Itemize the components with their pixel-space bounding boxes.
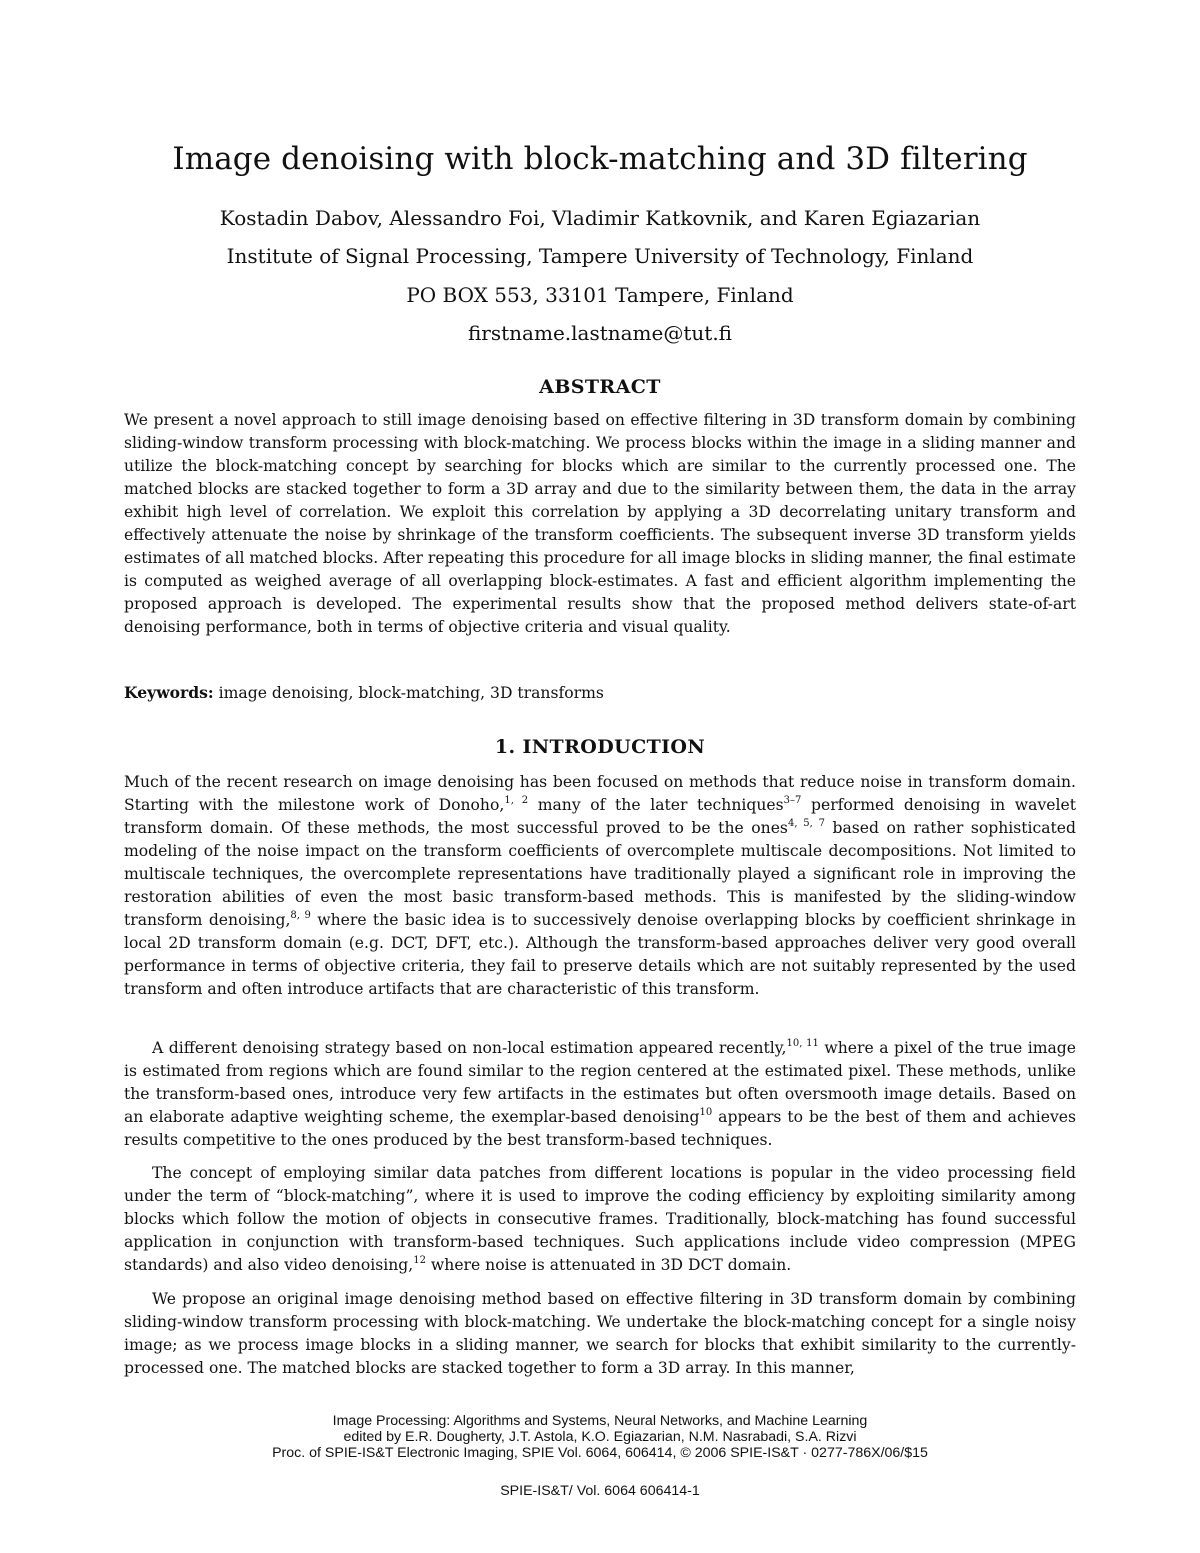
- citation: 1, 2: [504, 794, 529, 806]
- address: PO BOX 553, 33101 Tampere, Finland: [406, 283, 794, 307]
- text-run: where the basic idea is to successively denoise overlapping blocks by coefficient shrinkage in local 2D transform domain (e.g. DCT, DFT, etc.). Although the transform-based approaches deliver very good overall performance in terms of objective criteria, they fail to preserve details which are not suitably represented by the used transform and often introduce artifacts that are characteristic of this transform.: [124, 911, 1076, 998]
- citation: 12: [413, 1254, 426, 1266]
- author-list: Kostadin Dabov, Alessandro Foi, Vladimir Katkovnik, and Karen Egiazarian: [219, 206, 981, 230]
- intro-paragraph-3: [124, 1162, 1076, 1277]
- intro-paragraph-1: [124, 771, 1076, 1001]
- footer-proceedings-title: Image Processing: Algorithms and Systems, Neural Networks, and Machine Learning: [332, 1413, 868, 1429]
- page-number: SPIE-IS&T/ Vol. 6064 606414-1: [500, 1483, 700, 1499]
- citation: 4, 5, 7: [787, 817, 825, 829]
- email: firstname.lastname@tut.fi: [467, 321, 733, 345]
- text-run: The concept of employing similar data patches from different locations is popular in the video processing field under the term of “block-matching”, where it is used to improve the coding efficiency by exploiting similarity among blocks which follow the motion of objects in consecutive frames. Traditionally, block-matching has found successful application in conjunction with transform-based techniques. Such applications include video compression (MPEG standards) and also video denoising,: [124, 1164, 1076, 1274]
- section-heading-introduction: 1. INTRODUCTION: [494, 736, 706, 758]
- keywords: [124, 681, 1076, 705]
- paper-title: Image denoising with block-matching and 3D filtering: [172, 141, 1028, 177]
- keywords-label: Keywords:: [124, 683, 214, 702]
- affiliation: Institute of Signal Processing, Tampere University of Technology, Finland: [226, 244, 974, 268]
- citation: 3–7: [783, 794, 802, 806]
- citation: 10: [699, 1106, 713, 1118]
- text-run: many of the later techniques: [528, 796, 784, 814]
- text-run: based on rather sophisticated modeling of the noise impact on the transform coefficients of overcomplete multiscale decompositions. Not limited to multiscale techniques, the overcomplete representations have traditionally played a significant role in improving the restoration abilities of even the most basic transform-based methods. This is manifested by the sliding-window transform denoising,: [124, 819, 1076, 929]
- text-run: Much of the recent research on image denoising has been focused on methods that reduce noise in transform domain. Starting with the milestone work of Donoho,: [124, 773, 1076, 814]
- text-run: A different denoising strategy based on non-local estimation appeared recently,: [152, 1039, 787, 1057]
- citation: 8, 9: [290, 909, 311, 921]
- citation: 10, 11: [786, 1037, 819, 1049]
- intro-paragraph-4: We propose an original image denoising method based on effective filtering in 3D transform domain by combining sliding-window transform processing with block-matching. We undertake the block-matching concept for a single noisy image; as we process image blocks in a sliding manner, we search for blocks that exhibit similarity to the currently-processed one. The matched blocks are stacked together to form a 3D array. In this manner,: [124, 1290, 1076, 1377]
- intro-paragraph-2: [124, 1037, 1076, 1152]
- text-run: performed denoising in wavelet transform domain. Of these methods, the most successful proved to be the ones: [124, 796, 1076, 837]
- text-run: where a pixel of the true image is estimated from regions which are found similar to the region centered at the estimated pixel. These methods, unlike the transform-based ones, introduce very few artifacts in the estimates but often oversmooth image details. Based on an elaborate adaptive weighting scheme, the exemplar-based denoising: [124, 1039, 1077, 1126]
- text-run: appears to be the best of them and achieves results competitive to the ones produced by the best transform-based techniques.: [124, 1108, 1076, 1149]
- abstract-text: We present a novel approach to still image denoising based on effective filtering in 3D transform domain by combining sliding-window transform processing with block-matching. We process blocks within the image in a sliding manner and utilize the block-matching concept by searching for blocks which are similar to the currently processed one. The matched blocks are stacked together to form a 3D array and due to the similarity between them, the data in the array exhibit high level of correlation. We exploit this correlation by applying a 3D decorrelating unitary transform and effectively attenuate the noise by shrinkage of the transform coefficients. The subsequent inverse 3D transform yields estimates of all matched blocks. After repeating this procedure for all image blocks in sliding manner, the final estimate is computed as weighed average of all overlapping block-estimates. A fast and efficient algorithm implementing the proposed approach is developed. The experimental results show that the proposed method delivers state-of-art denoising performance, both in terms of objective criteria and visual quality.: [124, 411, 1076, 636]
- footer-editors: edited by E.R. Dougherty, J.T. Astola, K.O. Egiazarian, N.M. Nasrabadi, S.A. Rizvi: [343, 1429, 857, 1445]
- footer-citation: Proc. of SPIE-IS&T Electronic Imaging, SPIE Vol. 6064, 606414, © 2006 SPIE-IS&T · 0277-786X/06/$15: [272, 1445, 928, 1461]
- keywords-text: image denoising, block-matching, 3D transforms: [218, 684, 604, 702]
- text-run: where noise is attenuated in 3D DCT domain.: [425, 1256, 792, 1274]
- abstract-heading: ABSTRACT: [539, 376, 661, 398]
